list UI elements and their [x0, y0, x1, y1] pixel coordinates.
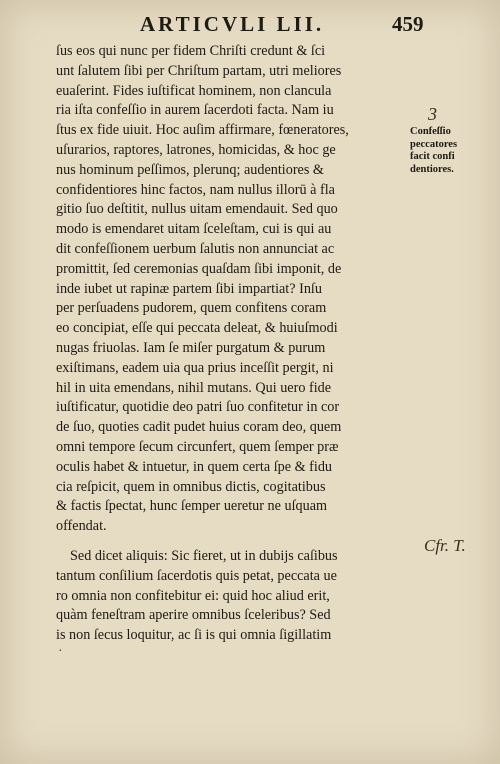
text-line: nus hominum peſſimos, plerunq; audentiores & — [56, 161, 324, 178]
text-line: uſurarios, raptores, latrones, homicidas, & hoc ge — [56, 141, 336, 158]
text-line: eo concipiat, eſſe qui peccata deleat, & huiuſmodi — [56, 320, 338, 337]
text-line: ſtus ex fide uiuit. Hoc auſim affirmare, fœneratores, — [56, 122, 349, 139]
text-line: ro omnia non confitebitur ei: quid hoc aliud erit, — [56, 587, 330, 604]
text-line: nugas friuolas. Iam ſe miſer purgatum & purum — [56, 339, 326, 356]
text-line: omni tempore ſecum circunfert, quem ſemper præ — [56, 438, 339, 455]
text-line: inde iubet ut rapinæ partem ſibi impartiat? Inſu — [56, 280, 322, 297]
running-title: ARTICVLI LII. — [140, 12, 325, 36]
text-line: unt ſalutem ſibi per Chriſtum partam, utri meliores — [56, 62, 342, 79]
text-line: promittit, ſed ceremonias quaſdam ſibi imponit, de — [56, 260, 342, 277]
text-line: confidentiores hinc factos, nam nullus illorū à fla — [56, 181, 335, 198]
text-line: offendat. — [56, 518, 107, 535]
page-header — [0, 12, 500, 42]
text-line: & factis ſpectat, hunc ſemper ueretur ne uſquam — [56, 498, 328, 515]
margin-note-line: Confeſſio — [410, 126, 451, 137]
text-line: Sed dicet aliquis: Sic fieret, ut in dubijs caſibus — [70, 547, 338, 564]
margin-note — [410, 126, 494, 176]
page-number: 459 — [392, 12, 424, 36]
text-line: hil in uita emendans, nihil mutans. Qui uero fide — [56, 379, 332, 396]
text-line: ſus eos qui nunc per fidem Chriſti credunt & ſci — [56, 43, 326, 59]
paragraph-gap — [56, 537, 414, 547]
text-line: de ſuo, quoties cadit pudet huius coram deo, quem — [56, 419, 342, 436]
text-line: quàm feneſtram aperire omnibus ſceleribus? Sed — [56, 607, 331, 624]
margin-note-line: peccatores — [410, 138, 458, 150]
text-line: iuſtificatur, quotidie deo patri ſuo confitetur in cor — [56, 399, 340, 416]
text-line: per perſuadens pudorem, quem confitens coram — [56, 300, 327, 317]
text-line: euaſerint. Fides iuſtificat hominem, non clancula — [56, 82, 332, 99]
margin-note-line: dentiores. — [410, 163, 454, 175]
margin-note-line: facit confi — [410, 151, 455, 162]
ink-dot-mark: · — [58, 644, 63, 659]
text-line: tantum conſilium ſacerdotis quis petat, peccata ue — [56, 567, 337, 584]
body-text — [56, 42, 414, 646]
text-line: gitio ſuo deſtitit, nullus uitam emendauit. Sed quo — [56, 201, 338, 218]
text-line: dit confeſſionem uerbum ſalutis non annunciat ac — [56, 240, 335, 257]
text-line: is non ſecus loquitur, ac ſi is qui omnia ſigillatim — [56, 627, 332, 644]
text-line: oculis habet & intuetur, in quem certa ſpe & fidu — [56, 458, 333, 475]
handwritten-annotation: Cfr. T. — [424, 536, 466, 555]
text-line: modo is emendaret uitam ſceleſtam, cui is qui au — [56, 221, 332, 238]
text-line: exiſtimans, eadem uia qua prius inceſſit pergit, ni — [56, 359, 334, 376]
text-line: ria iſta confeſſio in aurem ſacerdoti facta. Nam iu — [56, 102, 334, 119]
text-line: cia reſpicit, quem in omnibus dictis, cogitatibus — [56, 478, 326, 495]
margin-marker: 3 — [428, 104, 437, 124]
